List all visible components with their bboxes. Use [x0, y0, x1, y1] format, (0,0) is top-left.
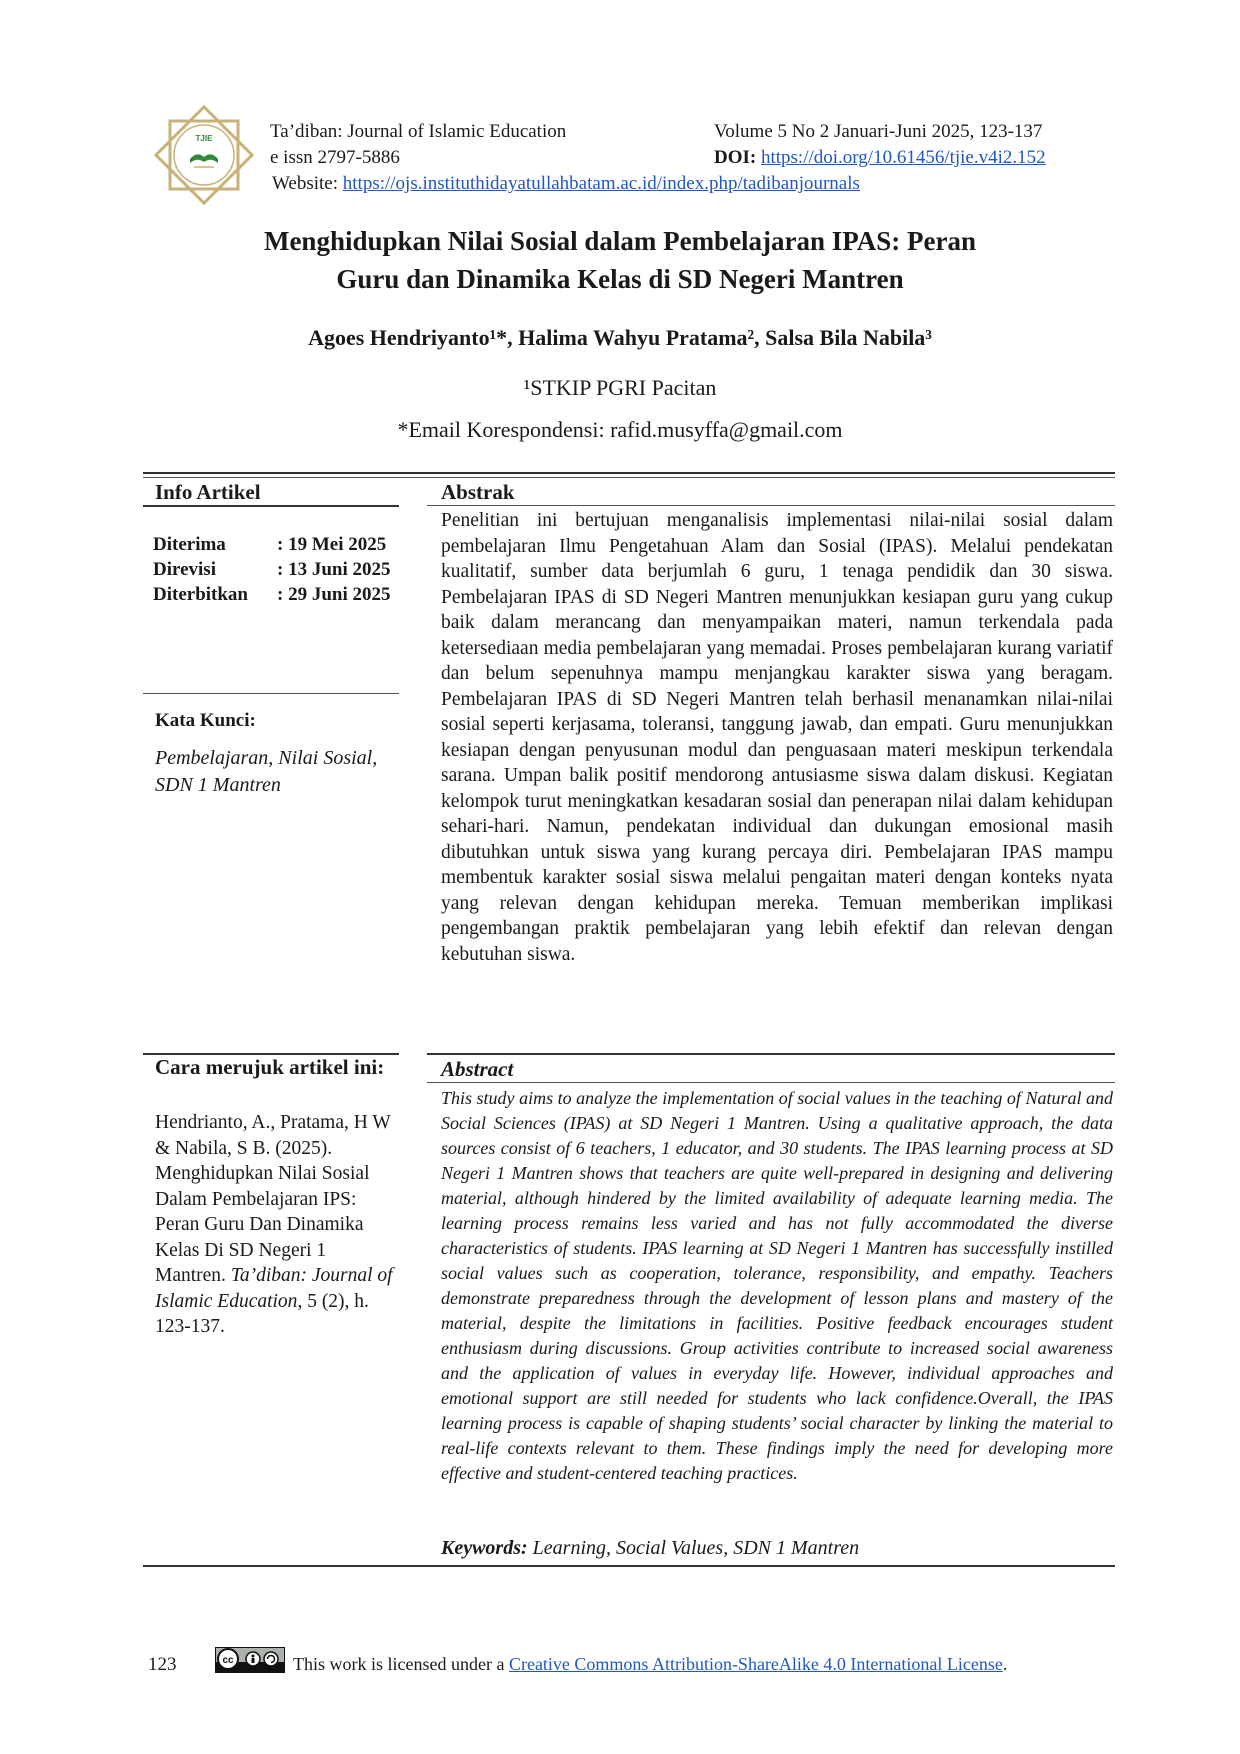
license-prefix: This work is licensed under a: [293, 1654, 509, 1674]
license-suffix: .: [1002, 1654, 1008, 1674]
abstract-top-rule: [427, 1053, 1115, 1055]
page-number: 123: [148, 1654, 177, 1675]
title-line-1: Menghidupkan Nilai Sosial dalam Pembelajaran IPAS: Peran: [263, 226, 977, 256]
cite-journal: Ta’diban: Journal of Islamic Education: [155, 1265, 393, 1312]
article-dates: [153, 532, 391, 607]
dates-bottom-rule: [143, 693, 399, 694]
doi-line: [714, 145, 1046, 171]
doi-link[interactable]: https://doi.org/10.61456/tjie.v4i2.152: [760, 147, 1046, 168]
date-published: [153, 582, 391, 607]
cc-by-sa-badge-icon: [215, 1647, 285, 1673]
journal-logo: [146, 97, 262, 213]
date-label: Diterbitkan: [153, 584, 248, 605]
cite-text: [155, 1110, 395, 1340]
doi-label: DOI:: [714, 147, 757, 168]
article-title: [170, 222, 1070, 298]
info-heading-rule: [143, 505, 399, 507]
abstrak-text: Penelitian ini bertujuan menganalisis implementasi nilai-nilai sosial dalam pembelajaran Ilmu Pengetahuan Alam dan Sosial (IPAS). Melalui pendekatan kualitatif, sumber data berjumlah 6 guru, 1 tenaga pendidik dan 30 siswa. Pembelajaran IPAS di SD Negeri Mantren menunjukkan kesiapan guru yang cukup baik dalam merancang dan menyampaikan materi, namun terkendala pada ketersediaan media pembelajaran yang memadai. Proses pembelajaran kurang variatif dan belum sepenuhnya mampu menjangkau karakter siswa yang beragam. Pembelajaran IPAS di SD Negeri Mantren telah berhasil menanamkan nilai-nilai sosial seperti kerjasama, toleransi, tanggung jawab, dan empati. Guru menunjukkan kesiapan dengan penyusunan modul dan penguasaan materi meskipun terkendala sarana. Umpan balik positif mendorong antusiasme siswa dalam diskusi. Kegiatan kelompok turut meningkatkan kesadaran sosial dan penerapan nilai dalam kehidupan sehari-hari. Namun, pendekatan individual dan dukungan emosional masih dibutuhkan untuk siswa yang kurang percaya diri. Pembelajaran IPAS mampu membentuk karakter sosial siswa melalui pengaitan materi dengan konteks nyata yang relevan dengan kehidupan mereka. Temuan memberikan implikasi pengembangan praktik pembelajaran yang lebih efektif dan relevan dengan kebutuhan siswa.: [441, 510, 1113, 965]
date-label: Direvisi: [153, 559, 216, 580]
keywords-text: Pembelajaran, Nilai Sosial, SDN 1 Mantren: [155, 747, 378, 796]
abstrak-heading: Abstrak: [441, 480, 515, 504]
license-line: [293, 1654, 1007, 1675]
abstrak-heading-rule: [427, 505, 1115, 506]
abstract-heading: Abstract: [441, 1057, 514, 1081]
date-label: Diterima: [153, 534, 226, 555]
website-line: [272, 171, 860, 197]
bottom-rule: [143, 1565, 1115, 1567]
journal-name: Ta’diban: Journal of Islamic Education: [270, 121, 567, 142]
date-value: : 29 Juni 2025: [277, 584, 391, 605]
license-link[interactable]: Creative Commons Attribution-ShareAlike 4.0 International License: [508, 1654, 1003, 1674]
keywords-label: Kata Kunci:: [155, 710, 256, 731]
cite-tail: , 5 (2), h. 123-137.: [155, 1290, 369, 1337]
date-received: [153, 532, 391, 557]
logo-text: TJIE: [195, 134, 213, 143]
affiliation: ¹STKIP PGRI Pacitan: [523, 375, 717, 400]
date-value: : 19 Mei 2025: [277, 534, 387, 555]
cite-heading: Cara merujuk artikel ini:: [155, 1055, 385, 1079]
date-value: : 13 Juni 2025: [277, 559, 391, 580]
top-rule: [143, 472, 1115, 474]
svg-text:cc: cc: [222, 1655, 234, 1666]
date-revised: [153, 557, 391, 582]
abstract-text: This study aims to analyze the implementation of social values in the teaching of Natural and Social Sciences (IPAS) at SD Negeri 1 Mantren. Using a qualitative approach, the data sources consist of 6 teachers, 1 educator, and 30 students. The IPAS learning process at SD Negeri 1 Mantren shows that teachers are quite well-prepared in designing and delivering material, although hindered by the limited availability of adequate learning media. The learning process remains less varied and has not fully accommodated the diverse characteristics of students. IPAS learning at SD Negeri 1 Mantren has successfully instilled social values such as cooperation, tolerance, responsibility, and empathy. Teachers demonstrate preparedness through the development of lesson plans and mastery of the material, despite the limitations in facilities. Positive feedback encourages student enthusiasm during discussions. Group activities contribute to increased social awareness and the application of values in everyday life. However, individual approaches and emotional support are still needed for students who lack confidence.Overall, the IPAS learning process is capable of shaping students’ social character by linking the material to real-life contexts relevant to them. These findings imply the need for developing more effective and student-centered teaching practices.: [441, 1088, 1113, 1483]
info-heading: Info Artikel: [155, 480, 261, 504]
correspondence-email: *Email Korespondensi: rafid.musyffa@gmail.com: [397, 417, 843, 442]
eissn: e issn 2797-5886: [270, 147, 400, 168]
abstract-heading-rule: [427, 1082, 1115, 1083]
abstract-keywords-label: Keywords:: [441, 1537, 528, 1559]
cite-reference: Hendrianto, A., Pratama, H W & Nabila, S B. (2025). Menghidupkan Nilai Sosial Dalam Pembelajaran IPS: Peran Guru Dan Dinamika Kelas Di SD Negeri 1 Mantren.: [155, 1112, 391, 1286]
title-line-2: Guru dan Dinamika Kelas di SD Negeri Mantren: [336, 264, 904, 294]
abstract-keywords: [441, 1537, 859, 1560]
top-rule-inner: [143, 477, 1115, 478]
volume-info: Volume 5 No 2 Januari-Juni 2025, 123-137: [714, 121, 1043, 142]
website-label: Website:: [272, 173, 339, 194]
abstract-keywords-text: Learning, Social Values, SDN 1 Mantren: [532, 1537, 860, 1559]
website-link[interactable]: https://ojs.instituthidayatullahbatam.ac.id/index.php/tadibanjournals: [342, 173, 860, 194]
authors: Agoes Hendriyanto¹*, Halima Wahyu Pratama², Salsa Bila Nabila³: [308, 325, 932, 350]
